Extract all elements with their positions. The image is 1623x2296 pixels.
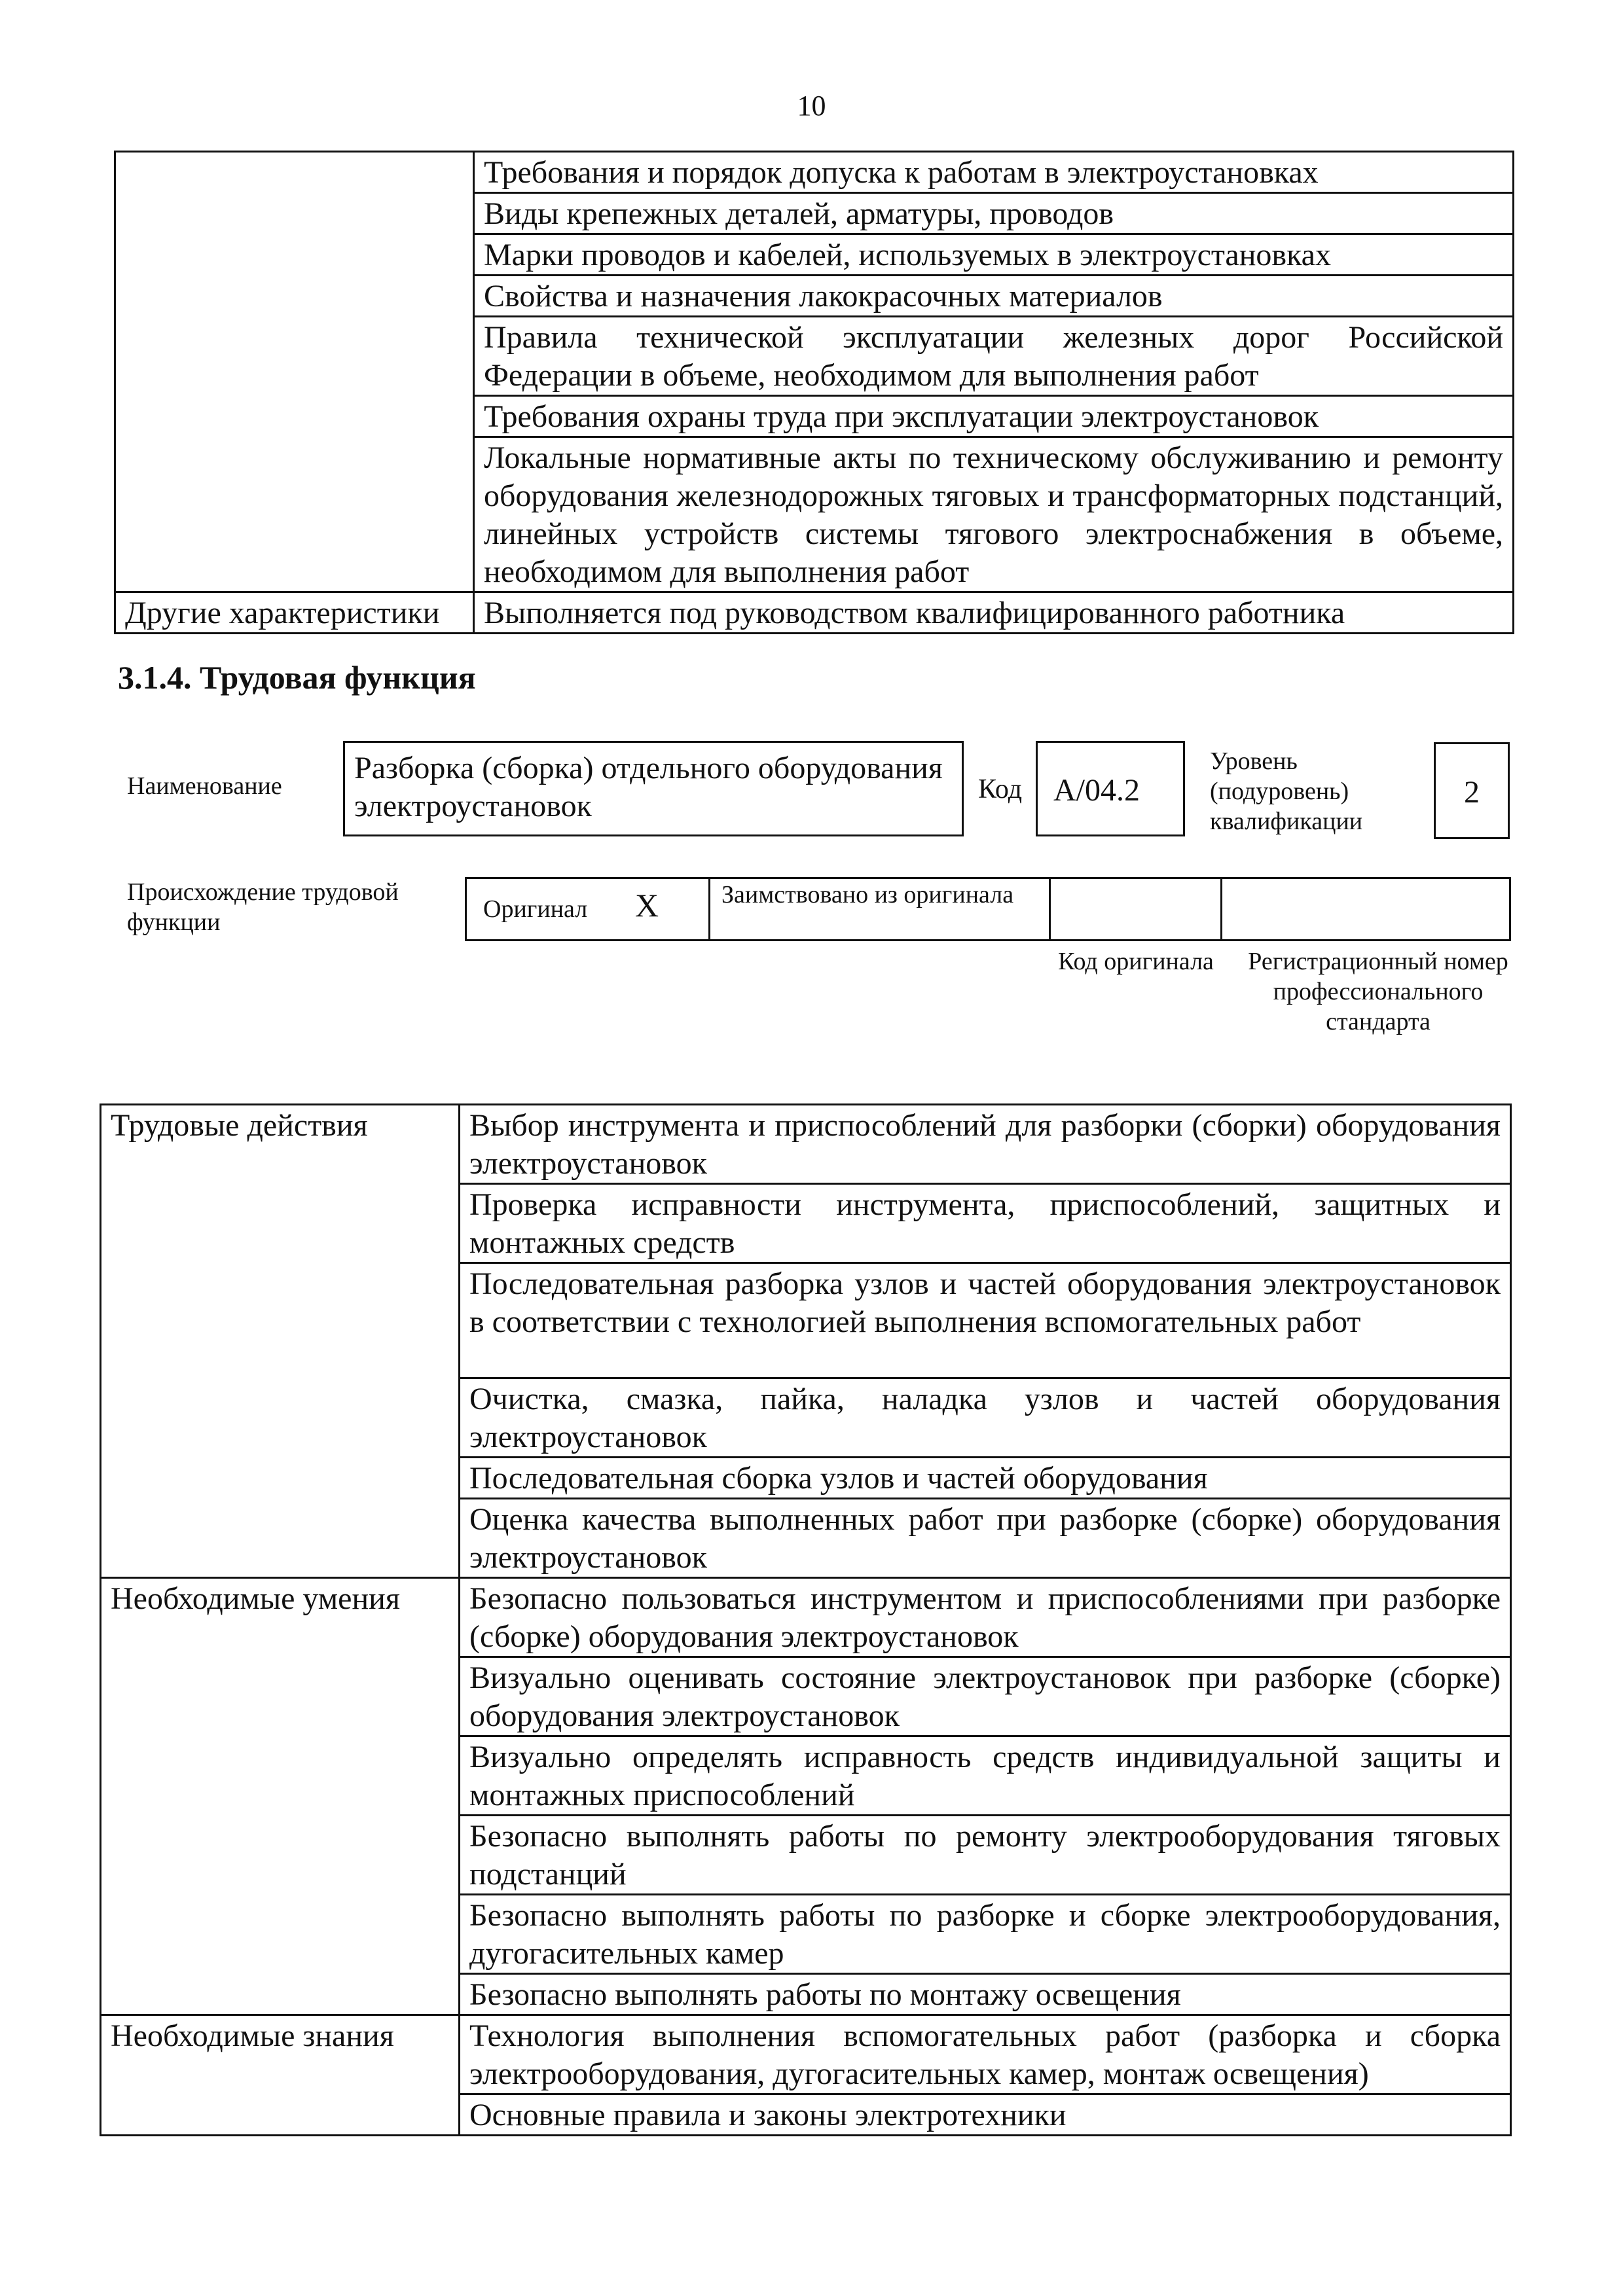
table-row: Выбор инструмента и приспособлений для разборки (сборки) оборудования электроустановок — [460, 1105, 1511, 1184]
code-box — [1036, 741, 1185, 836]
table-row: Требования охраны труда при эксплуатации электроустановок — [474, 396, 1514, 437]
function-name-box — [343, 741, 964, 836]
original-label: Оригинал — [483, 895, 588, 923]
table-row: Оценка качества выполненных работ при разборке (сборке) оборудования электроустановок — [460, 1499, 1511, 1578]
table-row: Локальные нормативные акты по техническому обслуживанию и ремонту оборудования железнодорожных тяговых и трансформаторных подстанций, линейных устройств системы тягового электроснабжения в объеме, необходимом для выполнения работ — [474, 437, 1514, 592]
level-label: Уровень (подуровень) квалификации — [1210, 747, 1363, 835]
level-value: 2 — [1464, 775, 1480, 810]
table-label-empty — [115, 152, 474, 592]
borrowed-label: Заимствовано из оригинала — [721, 881, 1014, 908]
table-row: Очистка, смазка, пайка, наладка узлов и частей оборудования электроустановок — [460, 1378, 1511, 1458]
level-box — [1434, 742, 1510, 839]
table-row: Основные правила и законы электротехники — [460, 2094, 1511, 2136]
table-row: Свойства и назначения лакокрасочных материалов — [474, 276, 1514, 317]
table-row: Виды крепежных деталей, арматуры, проводов — [474, 193, 1514, 234]
labor-function-table — [100, 1103, 1512, 2136]
page-number: 10 — [797, 90, 826, 122]
table-row: Проверка исправности инструмента, приспособлений, защитных и монтажных средств — [460, 1184, 1511, 1263]
table-row: Требования и порядок допуска к работам в электроустановках — [474, 152, 1514, 193]
table-row: Безопасно выполнять работы по монтажу освещения — [460, 1974, 1511, 2015]
table-row: Технология выполнения вспомогательных работ (разборка и сборка электрооборудования, дугогасительных камер, монтаж освещения) — [460, 2015, 1511, 2094]
group-label-actions: Трудовые действия — [101, 1105, 460, 1578]
section-title: 3.1.4. Трудовая функция — [118, 659, 476, 696]
table-row: Последовательная сборка узлов и частей оборудования — [460, 1458, 1511, 1499]
group-label-knowledge: Необходимые знания — [101, 2015, 460, 2136]
code-label: Код — [978, 774, 1023, 804]
original-mark: X — [635, 887, 659, 924]
code-caption: Код оригинала — [1058, 948, 1214, 975]
table-row: Правила технической эксплуатации железных дорог Российской Федерации в объеме, необходимом для выполнения работ — [474, 317, 1514, 396]
table-row: Последовательная разборка узлов и частей оборудования электроустановок в соответствии с технологией выполнения вспомогательных работ — [460, 1263, 1511, 1378]
knowledge-table — [114, 151, 1514, 634]
other-characteristics-value: Выполняется под руководством квалифицированного работника — [474, 592, 1514, 634]
origin-divider — [1220, 877, 1222, 941]
function-name-value: Разборка (сборка) отдельного оборудования электроустановок — [354, 751, 943, 823]
table-row: Безопасно пользоваться инструментом и приспособлениями при разборке (сборке) оборудования электроустановок — [460, 1578, 1511, 1657]
origin-label: Происхождение трудовой функции — [127, 878, 399, 936]
table-row: Безопасно выполнять работы по ремонту электрооборудования тяговых подстанций — [460, 1816, 1511, 1895]
name-label: Наименование — [127, 772, 282, 800]
table-row: Марки проводов и кабелей, используемых в электроустановках — [474, 234, 1514, 276]
group-label-skills: Необходимые умения — [101, 1578, 460, 2015]
origin-divider — [1049, 877, 1051, 941]
reg-caption: Регистрационный номер профессионального стандарта — [1248, 948, 1508, 1035]
table-row: Безопасно выполнять работы по разборке и сборке электрооборудования, дугогасительных камер — [460, 1895, 1511, 1974]
table-row: Визуально определять исправность средств индивидуальной защиты и монтажных приспособлений — [460, 1736, 1511, 1816]
other-characteristics-label: Другие характеристики — [115, 592, 474, 634]
code-value: A/04.2 — [1053, 773, 1140, 808]
origin-divider — [708, 877, 710, 941]
table-row: Визуально оценивать состояние электроустановок при разборке (сборке) оборудования электроустановок — [460, 1657, 1511, 1736]
